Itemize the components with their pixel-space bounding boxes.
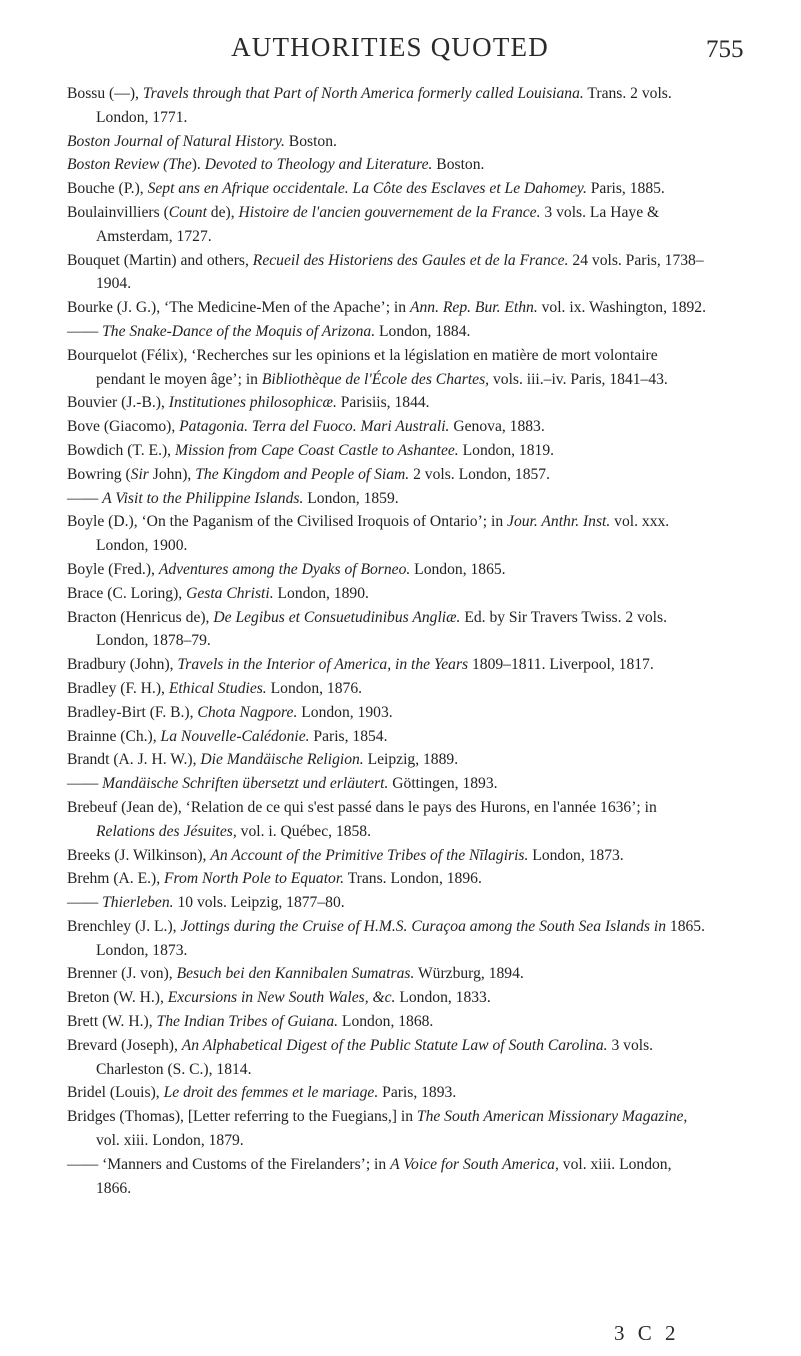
entry-title-text: Mandäische Schriften übersetzt und erläutert. [102,775,389,793]
entry-title-text: Jour. Anthr. Inst. [507,513,611,531]
bibliography-entry [67,772,709,796]
entry-text: Bridges (Thomas), [Letter referring to the Fuegians,] in [67,1108,417,1126]
bibliography-entry [67,677,709,701]
entry-text: 1865. London, 1873. [96,917,705,959]
entry-text: vol. xiii. London, 1866. [96,1155,672,1197]
entry-title-text: Travels in the Interior of America, in the Years [177,656,469,674]
entry-title-text: Gesta Christi. [186,584,274,602]
entry-title-text: Thierleben. [102,894,174,912]
entry-text: John), [148,465,196,483]
entry-title-text: An Alphabetical Digest of the Public Statute Law of South Carolina. [181,1036,608,1054]
entry-text: 3 vols. La Haye & Amsterdam, 1727. [96,203,660,245]
bibliography-entry [67,653,709,677]
entry-title-text: Le droit des femmes et le mariage. [163,1084,379,1102]
entry-text: 24 vols. Paris, 1738–1904. [96,251,704,293]
entry-title-text: Chota Nagpore. [197,703,298,721]
bibliography-entry [67,915,709,963]
entry-title-text: Ethical Studies. [168,679,267,697]
entry-text: London, 1876. [266,679,363,697]
entry-text: vol. xiii. London, 1879. [96,1132,244,1150]
page-number: 755 [706,36,744,63]
bibliography-entry [67,439,709,463]
running-title: AUTHORITIES QUOTED [231,32,549,62]
entry-text: Bove (Giacomo), [67,418,180,436]
entry-title-text: Excursions in New South Wales, &c. [167,989,396,1007]
entry-text: ). [191,156,205,174]
bibliography-entry [67,463,709,487]
entry-text: London, 1873. [528,846,624,864]
entry-text: —— [67,322,103,340]
entry-text: London, 1903. [297,703,393,721]
entry-title-text: Histoire de l'ancien gouvernement de la France. [238,203,541,221]
bibliography-entry [67,725,709,749]
entry-text: London, 1884. [375,322,471,340]
entry-title-text: Count [168,203,207,221]
entry-text: 10 vols. Leipzig, 1877–80. [173,894,345,912]
entry-text: Brandt (A. J. H. W.), [67,751,201,769]
entry-text: Paris, 1885. [586,180,665,198]
bibliography-list [0,82,801,1200]
entry-text: 2 vols. London, 1857. [409,465,550,483]
entry-text: London, 1833. [395,989,491,1007]
entry-text: Bracton (Henricus de), [67,608,214,626]
entry-text: Würzburg, 1894. [414,965,524,983]
entry-title-text: Mission from Cape Coast Castle to Ashantee. [174,441,459,459]
entry-text: Bouche (P.), [67,180,148,198]
entry-text: —— [67,894,103,912]
bibliography-entry [67,415,709,439]
entry-title-text: Sept ans en Afrique occidentale. La Côte des Esclaves et Le Dahomey. [147,180,587,198]
bibliography-entry [67,962,709,986]
bibliography-entry [67,201,709,249]
bibliography-entry [67,153,709,177]
bibliography-entry [67,1105,709,1153]
bibliography-entry [67,606,709,654]
entry-title-text: Institutiones philosophicæ. [168,394,337,412]
entry-title-text: Boston Journal of Natural History. [67,132,285,150]
entry-text: Brainne (Ch.), [67,727,161,745]
entry-text: Bourke (J. G.), ‘The Medicine-Men of the Apache’; in [67,299,410,317]
entry-text: Bridel (Louis), [67,1084,164,1102]
bibliography-entry [67,1153,709,1201]
entry-text: Bossu (—), [67,85,143,102]
entry-title-text: Devoted to Theology and Literature. [204,156,433,174]
entry-text: vol. ix. Washington, 1892. [537,299,706,317]
entry-text: Boulainvilliers ( [67,203,169,221]
entry-text: —— ‘Manners and Customs of the Firelanders’; in [67,1155,391,1173]
entry-title-text: La Nouvelle-Calédonie. [160,727,310,745]
entry-title-text: De Legibus et Consuetudinibus Angliæ. [213,608,461,626]
page-header [0,26,801,76]
entry-text: Breton (W. H.), [67,989,168,1007]
bibliography-entry [67,891,709,915]
entry-text: Boyle (D.), ‘On the Paganism of the Civilised Iroquois of Ontario’; in [67,513,508,531]
bibliography-entry [67,748,709,772]
entry-title-text: Travels through that Part of North America formerly called Louisiana. [142,85,584,102]
entry-text: Leipzig, 1889. [363,751,459,769]
entry-text: Paris, 1893. [378,1084,457,1102]
entry-text: Brebeuf (Jean de), ‘Relation de ce qui s'est passé dans le pays des Hurons, en l'année 1636’; in [67,798,657,816]
entry-text: Bradley (F. H.), [67,679,169,697]
bibliography-entry [67,487,709,511]
entry-title-text: Jottings during the Cruise of H.M.S. Curaçoa among the South Sea Islands in [180,917,667,935]
entry-text: Bradley-Birt (F. B.), [67,703,198,721]
entry-text: Bowdich (T. E.), [67,441,175,459]
entry-text: Genova, 1883. [449,418,545,436]
entry-text: Trans. London, 1896. [344,870,482,888]
entry-text: Bouquet (Martin) and others, [67,251,253,269]
entry-title-text: The [168,156,192,174]
entry-text: Brenchley (J. L.), [67,917,181,935]
entry-title-text: Ann. Rep. Bur. Ethn. [409,299,538,317]
entry-text: London, 1859. [303,489,399,507]
entry-text: London, 1865. [410,560,506,578]
bibliography-entry [67,82,709,130]
entry-title-text: The Indian Tribes of Guiana. [156,1013,339,1031]
entry-text: Breeks (J. Wilkinson), [67,846,211,864]
entry-text: Brenner (J. von), [67,965,177,983]
entry-text: Trans. 2 vols. London, 1771. [96,85,672,126]
entry-title-text: Bibliothèque de l'École des Chartes, [261,370,490,388]
entry-title-text: Boston Review ( [67,156,169,174]
bibliography-entry [67,1034,709,1082]
entry-text: Boyle (Fred.), [67,560,159,578]
bibliography-entry [67,844,709,868]
entry-text: Brett (W. H.), [67,1013,157,1031]
bibliography-entry [67,701,709,725]
entry-text: Bouvier (J.-B.), [67,394,169,412]
entry-text: Brehm (A. E.), [67,870,165,888]
bibliography-entry [67,796,709,844]
bibliography-entry [67,320,709,344]
entry-text: vol. xxx. London, 1900. [96,513,670,555]
bibliography-entry [67,391,709,415]
bibliography-entry [67,558,709,582]
signature-mark: 3 C 2 [614,1321,680,1345]
entry-text: 3 vols. Charleston (S. C.), 1814. [96,1036,654,1078]
entry-text: Brevard (Joseph), [67,1036,182,1054]
bibliography-entry [67,130,709,154]
entry-text: Ed. by Sir Travers Twiss. 2 vols. London, 1878–79. [96,608,667,650]
entry-text: de), [206,203,239,221]
entry-text: —— [67,775,103,793]
bibliography-entry [67,344,709,392]
entry-title-text: Besuch bei den Kannibalen Sumatras. [176,965,415,983]
entry-text: London, 1890. [273,584,369,602]
entry-text: vol. i. Québec, 1858. [236,822,372,840]
entry-title-text: A Voice for South America, [390,1155,559,1173]
entry-text: 1809–1811. Liverpool, 1817. [468,656,654,674]
entry-text: vols. iii.–iv. Paris, 1841–43. [489,370,668,388]
entry-text: London, 1819. [458,441,555,459]
entry-text: London, 1868. [338,1013,434,1031]
bibliography-entry [67,986,709,1010]
entry-title-text: From North Pole to Equator. [164,870,345,888]
entry-title-text: Recueil des Historiens des Gaules et de la France. [252,251,569,269]
entry-text: Bradbury (John), [67,656,178,674]
bibliography-entry [67,867,709,891]
entry-text: Brace (C. Loring), [67,584,187,602]
entry-title-text: The Kingdom and People of Siam. [195,465,410,483]
entry-title-text: Relations des Jésuites, [96,822,237,840]
entry-title-text: Sir [130,465,149,483]
entry-text: Paris, 1854. [309,727,388,745]
entry-title-text: An Account of the Primitive Tribes of the Nīlagiris. [210,846,529,864]
bibliography-entry [67,1010,709,1034]
bibliography-entry [67,177,709,201]
entry-text: Bourquelot (Félix), ‘Recherches sur les opinions et la législation en matière de mort volontaire pendant le moyen âge’; in [67,346,658,388]
bibliography-entry [67,296,709,320]
entry-text: Boston. [284,132,337,150]
entry-title-text: Die Mandäische Religion. [200,751,364,769]
bibliography-entry [67,582,709,606]
entry-title-text: The Snake-Dance of the Moquis of Arizona. [102,322,376,340]
entry-title-text: A Visit to the Philippine Islands. [102,489,304,507]
entry-text: —— [67,489,103,507]
bibliography-entry [67,249,709,297]
bibliography-entry [67,1081,709,1105]
entry-title-text: Adventures among the Dyaks of Borneo. [158,560,411,578]
entry-text: Boston. [432,156,485,174]
entry-text: Bowring ( [67,465,131,483]
bibliography-entry [67,510,709,558]
entry-title-text: The South American Missionary Magazine, [416,1108,688,1126]
entry-text: Parisiis, 1844. [336,394,430,412]
entry-title-text: Patagonia. Terra del Fuoco. Mari Australi. [179,418,450,436]
entry-text: Göttingen, 1893. [388,775,498,793]
